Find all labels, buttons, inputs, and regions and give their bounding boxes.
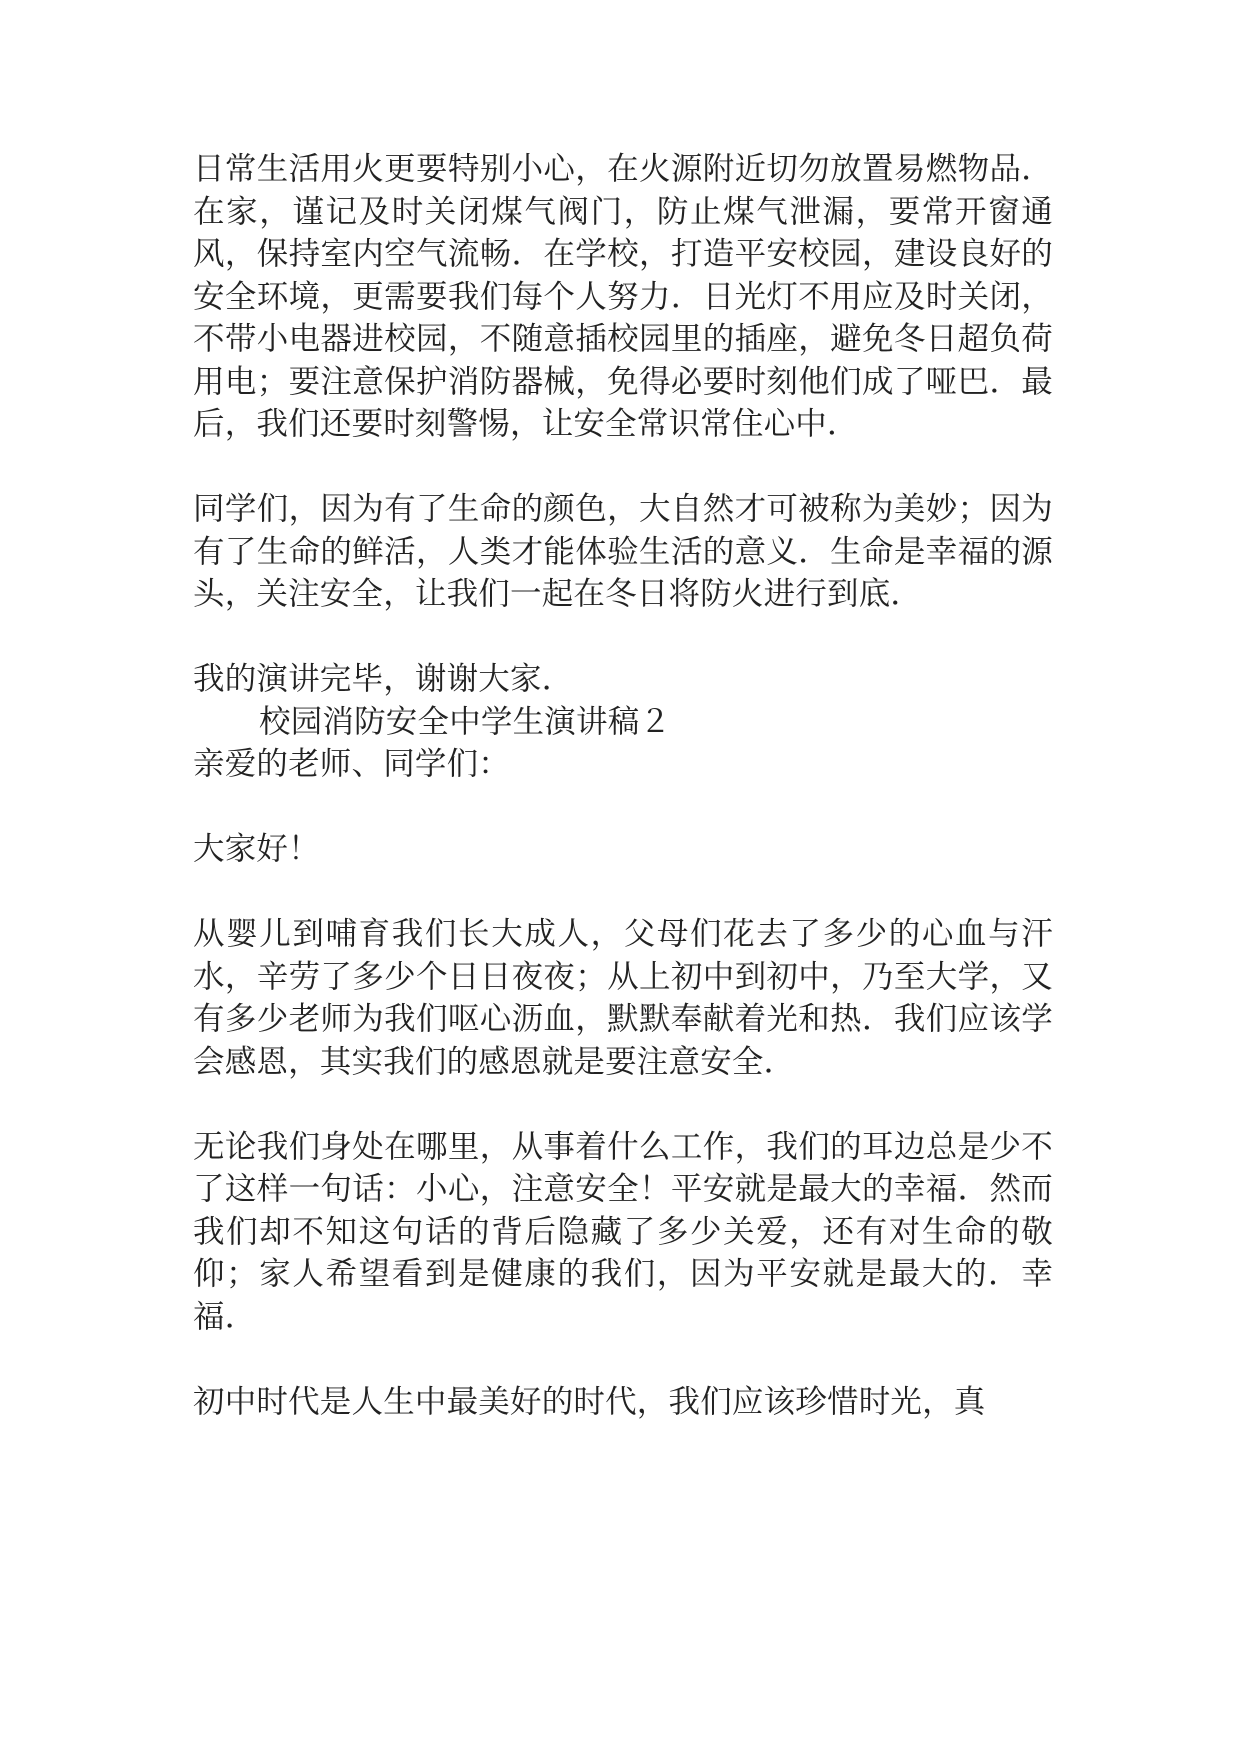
greeting: 大家好！ [193,831,320,867]
paragraph-school-years: 初中时代是人生中最美好的时代，我们应该珍惜时光，真 [193,1383,986,1420]
salutation: 亲爱的老师、同学们： [193,746,511,782]
paragraph-safety-saying: 无论我们身处在哪里，从事着什么工作，我们的耳边总是少不了这样一句话：小心，注意安全！平安就是最大的幸福．然而我们却不知这句话的背后隐藏了多少关爱，还有对生命的敬仰；家人希望看到是健康的我们，因为平安就是最大的．幸福． [193,1128,1053,1335]
paragraph-closing-appeal: 同学们，因为有了生命的颜色，大自然才可被称为美妙；因为有了生命的鲜活，人类才能体验生活的意义．生命是幸福的源头，关注安全，让我们一起在冬日将防火进行到底． [193,491,1053,612]
paragraph-speech-end: 我的演讲完毕，谢谢大家． [193,661,574,697]
speech-title-2: 校园消防安全中学生演讲稿２ [259,703,672,740]
paragraph-gratitude: 从婴儿到哺育我们长大成人，父母们花去了多少的心血与汗水，辛劳了多少个日日夜夜；从上初中到初中，乃至大学，又有多少老师为我们呕心沥血，默默奉献着光和热．我们应该学会感恩，其实我们的感恩就是要注意安全． [193,916,1053,1080]
document-body [193,148,1053,1423]
paragraph-fire-safety-tips: 日常生活用火更要特别小心，在火源附近切勿放置易燃物品．在家，谨记及时关闭煤气阀门，防止煤气泄漏，要常开窗通风，保持室内空气流畅．在学校，打造平安校园，建设良好的安全环境，更需要我们每个人努力．日光灯不用应及时关闭，不带小电器进校园，不随意插校园里的插座，避免冬日超负荷用电；要注意保护消防器械，免得必要时刻他们成了哑巴．最后，我们还要时刻警惕，让安全常识常住心中． [193,151,1053,442]
